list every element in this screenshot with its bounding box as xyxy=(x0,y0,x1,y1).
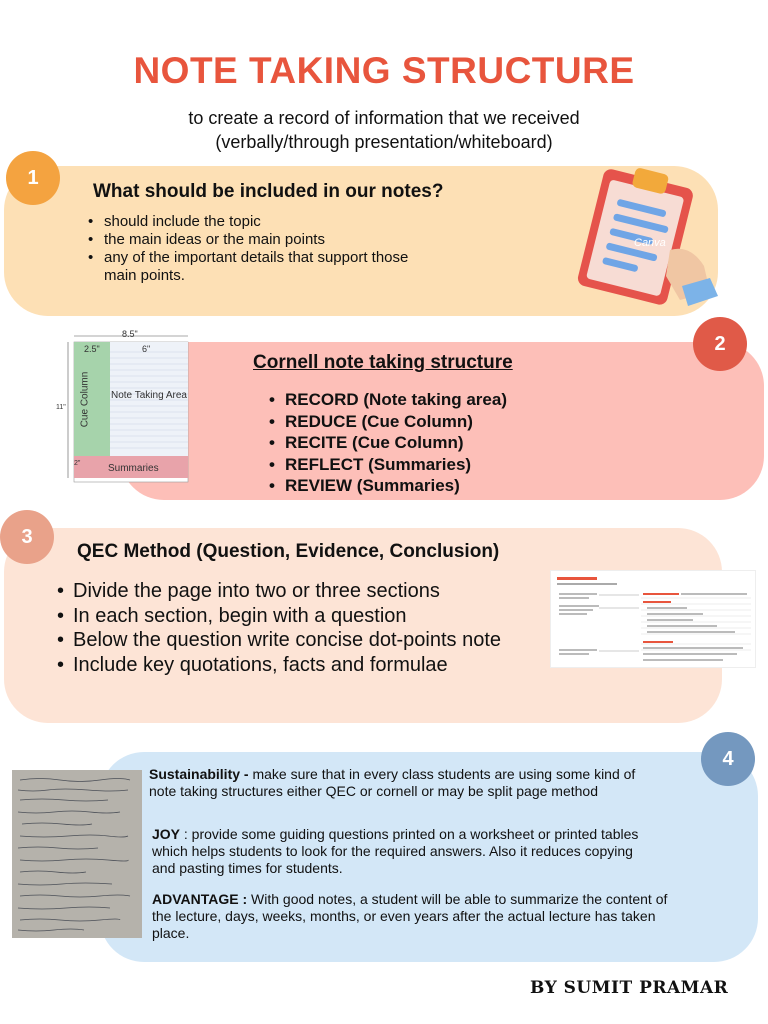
cornell-summary-label: Summaries xyxy=(108,463,159,474)
list-item: • Include key quotations, facts and formulae xyxy=(73,653,543,678)
cornell-height-label: 11" xyxy=(56,404,66,411)
handwritten-notes-photo xyxy=(12,770,142,938)
advantage-label: ADVANTAGE : xyxy=(152,891,248,907)
subtitle-line-2: (verbally/through presentation/whiteboard) xyxy=(215,132,553,152)
section-1-badge: 1 xyxy=(6,151,60,205)
sustainability-body: make sure that in every class students are using some kind of note taking structures either QEC or cornell or may be split page method xyxy=(149,766,636,799)
cornell-notes-label: Note Taking Area xyxy=(111,390,187,401)
subtitle-line-1: to create a record of information that we received xyxy=(188,108,580,128)
joy-text xyxy=(152,826,652,877)
cornell-cue-label: Cue Column xyxy=(79,371,91,428)
sustainability-text xyxy=(149,766,649,800)
list-item: • REDUCE (Cue Column) xyxy=(285,411,507,433)
page-subtitle xyxy=(0,106,768,154)
joy-body: : provide some guiding questions printed on a worksheet or printed tables which helps students to look for the required answers. Also it reduces copying and pasting times for students. xyxy=(152,826,639,876)
advantage-body: With good notes, a student will be able to summarize the content of the lecture, days, weeks, months, or even years after the actual lecture has taken place. xyxy=(152,891,668,941)
author-credit: BY SUMIT PRAMAR xyxy=(530,978,729,998)
joy-label: JOY xyxy=(152,826,181,842)
section-3-list xyxy=(73,579,543,677)
list-item: • Below the question write concise dot-points note xyxy=(73,628,543,653)
list-item: • REFLECT (Summaries) xyxy=(285,454,507,476)
section-1-heading: What should be included in our notes? xyxy=(93,181,444,202)
list-item: • any of the important details that support those main points. xyxy=(104,249,424,285)
qec-example-graphic xyxy=(551,571,757,669)
cornell-cue-width-label: 2.5" xyxy=(84,344,100,354)
handwritten-notes-graphic xyxy=(12,770,142,938)
list-item: • REVIEW (Summaries) xyxy=(285,475,507,497)
clipboard-watermark: Canva xyxy=(634,237,666,249)
qec-example-image xyxy=(550,570,756,668)
section-3-heading: QEC Method (Question, Evidence, Conclusion) xyxy=(77,541,500,562)
section-2-badge: 2 xyxy=(693,317,747,371)
section-2-list xyxy=(285,389,507,497)
list-item: • RECORD (Note taking area) xyxy=(285,389,507,411)
list-item: • should include the topic xyxy=(104,213,424,231)
cornell-summary-height-label: 2" xyxy=(74,460,81,467)
clipboard-icon xyxy=(560,160,720,310)
section-3-badge: 3 xyxy=(0,510,54,564)
page-title: NOTE TAKING STRUCTURE xyxy=(133,50,635,91)
list-item: • Divide the page into two or three sections xyxy=(73,579,543,604)
cornell-diagram xyxy=(56,328,196,484)
section-1-list xyxy=(104,213,424,285)
list-item: • the main ideas or the main points xyxy=(104,231,424,249)
section-4-badge: 4 xyxy=(701,732,755,786)
cornell-width-label: 8.5" xyxy=(122,329,138,339)
list-item: • In each section, begin with a question xyxy=(73,604,543,629)
list-item: • RECITE (Cue Column) xyxy=(285,432,507,454)
section-2-heading: Cornell note taking structure xyxy=(253,352,513,373)
sustainability-label: Sustainability - xyxy=(149,766,249,782)
advantage-text xyxy=(152,891,672,942)
cornell-notes-width-label: 6" xyxy=(142,344,151,354)
